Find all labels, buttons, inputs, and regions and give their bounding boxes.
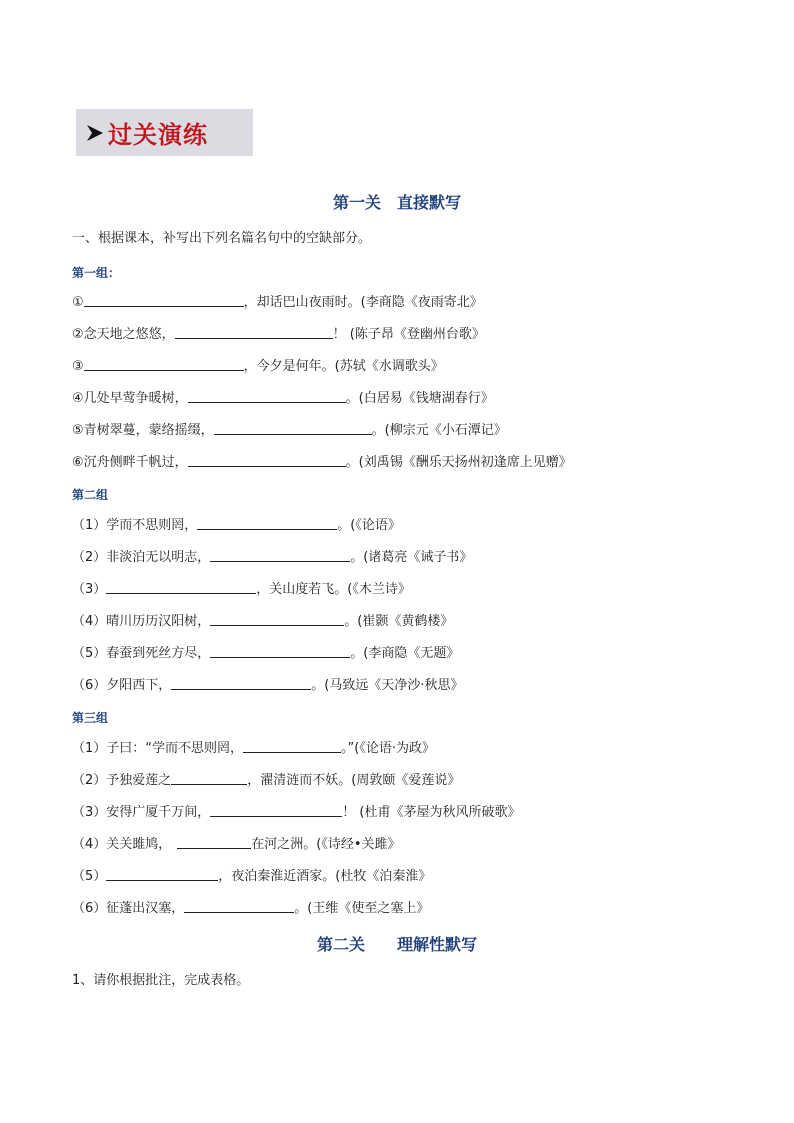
answer-blank[interactable] <box>210 547 350 562</box>
answer-blank[interactable] <box>210 802 342 817</box>
item-source: 。”(《论语·为政》 <box>341 741 435 756</box>
item-text: （2）非淡泊无以明志， <box>72 550 211 565</box>
question-text: 1、请你根据批注，完成表格。 <box>72 973 250 988</box>
answer-blank[interactable] <box>184 898 294 913</box>
list-item <box>72 738 435 758</box>
answer-blank[interactable] <box>84 292 244 307</box>
answer-blank[interactable] <box>171 675 311 690</box>
item-source: ！ (杜甫《茅屋为秋风所破歌》 <box>342 805 521 820</box>
item-text: ④几处早莺争暖树， <box>72 391 188 406</box>
item-text: ⑤青树翠蔓，蒙络摇缀， <box>72 423 214 438</box>
item-text: （3）安得广厦千万间， <box>72 805 211 820</box>
answer-blank[interactable] <box>197 515 337 530</box>
group1-label: 第一组： <box>72 266 121 280</box>
item-text: ②念天地之悠悠， <box>72 327 175 342</box>
item-source: 在河之洲。(《诗经•关雎》 <box>251 837 401 852</box>
item-text: ⑥沉舟侧畔千帆过， <box>72 455 188 470</box>
item-text: （5） <box>72 869 107 884</box>
item-text: （2）予独爱莲之 <box>72 773 172 788</box>
group2-label: 第二组 <box>72 488 109 502</box>
item-source: 。(柳宗元《小石潭记》 <box>371 423 507 438</box>
item-source: 。(刘禹锡《酬乐天扬州初逢席上见赠》 <box>345 455 572 470</box>
list-item <box>72 866 431 886</box>
item-text: ③ <box>72 359 84 374</box>
answer-blank[interactable] <box>175 324 333 339</box>
item-source: ，却话巴山夜雨时。(李商隐《夜雨寄北》 <box>243 295 483 310</box>
list-item <box>72 611 453 631</box>
item-text: （3） <box>72 582 107 597</box>
item-source: 。(白居易《钱塘湖春行》 <box>345 391 494 406</box>
list-item <box>72 834 401 854</box>
section-banner <box>76 109 253 156</box>
list-item <box>72 547 472 567</box>
answer-blank[interactable] <box>188 388 346 403</box>
item-source: 。(诸葛亮《诫子书》 <box>350 550 473 565</box>
list-item <box>72 452 572 472</box>
item-source: ，夜泊秦淮近酒家。(杜牧《泊秦淮》 <box>218 869 432 884</box>
list-item <box>72 292 483 312</box>
answer-blank[interactable] <box>84 356 244 371</box>
item-source: ，关山度若飞。(《木兰诗》 <box>256 582 411 597</box>
item-source: 。(《论语》 <box>337 518 401 533</box>
item-source: 。(李商隐《无题》 <box>350 646 460 661</box>
list-item <box>72 898 429 918</box>
list-item <box>72 802 521 822</box>
list-item <box>72 579 411 599</box>
list-item <box>72 388 494 408</box>
answer-blank[interactable] <box>171 770 247 785</box>
answer-blank[interactable] <box>106 579 256 594</box>
item-text: （5）春蚕到死丝方尽， <box>72 646 211 661</box>
item-source: 。(王维《使至之塞上》 <box>294 901 430 916</box>
answer-blank[interactable] <box>188 452 346 467</box>
banner-title: 过关演练 <box>108 120 208 149</box>
item-text: （1）学而不思则罔， <box>72 518 198 533</box>
arrow-bullet-icon <box>86 123 104 143</box>
item-text: （4）关关雎鸠， <box>72 837 172 852</box>
list-item <box>72 643 459 663</box>
group3-label: 第三组 <box>72 711 109 725</box>
item-source: 。(马致远《天净沙·秋思》 <box>311 678 464 693</box>
item-source: ，今夕是何年。(苏轼《水调歌头》 <box>243 359 444 374</box>
list-item <box>72 420 507 440</box>
item-text: （6）夕阳西下， <box>72 678 172 693</box>
answer-blank[interactable] <box>177 834 251 849</box>
item-text: （1）子曰：“学而不思则罔， <box>72 741 244 756</box>
list-item <box>72 356 444 376</box>
list-item <box>72 324 485 344</box>
item-text: （6）征蓬出汉塞， <box>72 901 185 916</box>
item-source: ！ (陈子昂《登幽州台歌》 <box>332 327 485 342</box>
list-item <box>72 770 460 790</box>
list-item <box>72 515 401 535</box>
item-text: ① <box>72 295 84 310</box>
answer-blank[interactable] <box>210 643 350 658</box>
answer-blank[interactable] <box>214 420 372 435</box>
instruction: 一、根据课本，补写出下列名篇名句中的空缺部分。 <box>72 231 372 246</box>
section2-title: 第二关 理解性默写 <box>316 935 477 954</box>
answer-blank[interactable] <box>106 866 218 881</box>
section1-title: 第一关 直接默写 <box>332 193 461 212</box>
item-source: ，濯清涟而不妖。(周敦颐《爱莲说》 <box>247 773 461 788</box>
item-source: 。(崔颢《黄鹤楼》 <box>344 614 454 629</box>
list-item <box>72 675 464 695</box>
item-text: （4）晴川历历汉阳树， <box>72 614 211 629</box>
answer-blank[interactable] <box>243 738 341 753</box>
answer-blank[interactable] <box>210 611 344 626</box>
